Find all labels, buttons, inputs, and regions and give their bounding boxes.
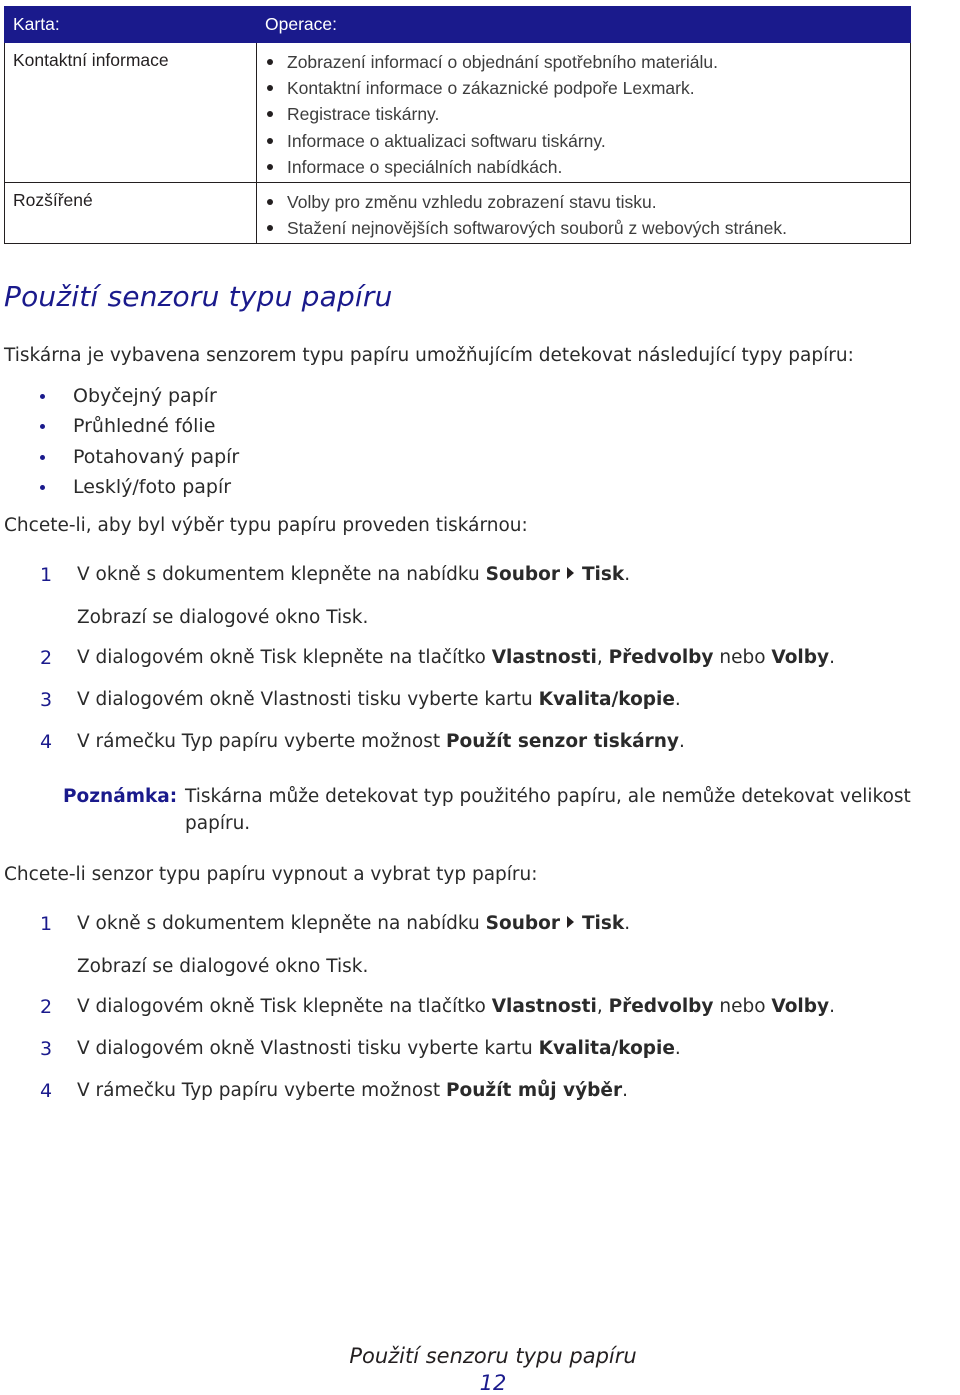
footer-title: Použití senzoru typu papíru: [349, 1344, 637, 1368]
operation-item: Zobrazení informací o objednání spotřebního materiálu.: [265, 49, 902, 75]
step-number: 3: [39, 689, 53, 711]
operation-item: Stažení nejnovějších softwarových souborů z webových stránek.: [265, 215, 902, 241]
lead-paragraph-2: Chcete-li senzor typu papíru vypnout a vybrat typ papíru:: [4, 864, 538, 885]
intro-paragraph: Tiskárna je vybavena senzorem typu papíru umožňujícím detekovat následující typy papíru:: [4, 345, 854, 366]
operation-item: Informace o speciálních nabídkách.: [265, 154, 902, 180]
menu-arrow-icon: [567, 916, 574, 928]
note-line-1: Tiskárna může detekovat typ použitého papíru, ale nemůže detekovat velikost: [185, 786, 911, 807]
operation-item: Registrace tiskárny.: [265, 101, 902, 127]
lead-paragraph-1: Chcete-li, aby byl výběr typu papíru proveden tiskárnou:: [4, 515, 528, 536]
note-line-2: papíru.: [185, 813, 251, 834]
note-label: Poznámka:: [63, 786, 178, 807]
tabs-table: [4, 6, 911, 244]
operation-item: Kontaktní informace o zákaznické podpoře Lexmark.: [265, 75, 902, 101]
menu-arrow-icon: [567, 567, 574, 579]
operation-item: Volby pro změnu vzhledu zobrazení stavu tisku.: [265, 189, 902, 215]
table-row: [5, 183, 911, 244]
header-operace: Operace:: [257, 7, 911, 43]
tab-name: Kontaktní informace: [5, 43, 257, 183]
page-number: 12: [479, 1371, 507, 1395]
paper-types-list: [0, 381, 239, 502]
menu-soubor: Soubor: [485, 913, 560, 934]
section-title: Použití senzoru typu papíru: [4, 280, 393, 313]
header-karta: Karta:: [5, 7, 257, 43]
tab-name: Rozšířené: [5, 183, 257, 244]
menu-soubor: Soubor: [485, 564, 560, 585]
table-row: [5, 43, 911, 183]
menu-tisk: Tisk: [581, 913, 625, 934]
step-number: 3: [39, 1038, 53, 1060]
list-item: Potahovaný papír: [0, 442, 239, 472]
list-item: Průhledné fólie: [0, 411, 239, 441]
step-number: 2: [39, 647, 53, 669]
list-item: Lesklý/foto papír: [0, 472, 239, 502]
tab-operations: [257, 183, 911, 244]
tab-operations: [257, 43, 911, 183]
step-number: 1: [39, 913, 53, 935]
step-number: 4: [39, 1080, 53, 1102]
list-item: Obyčejný papír: [0, 381, 239, 411]
table-header-row: [5, 7, 911, 43]
operation-item: Informace o aktualizaci softwaru tiskárny.: [265, 128, 902, 154]
step-number: 2: [39, 996, 53, 1018]
step-number: 1: [39, 564, 53, 586]
menu-tisk: Tisk: [581, 564, 625, 585]
step-number: 4: [39, 731, 53, 753]
note: [63, 786, 177, 807]
